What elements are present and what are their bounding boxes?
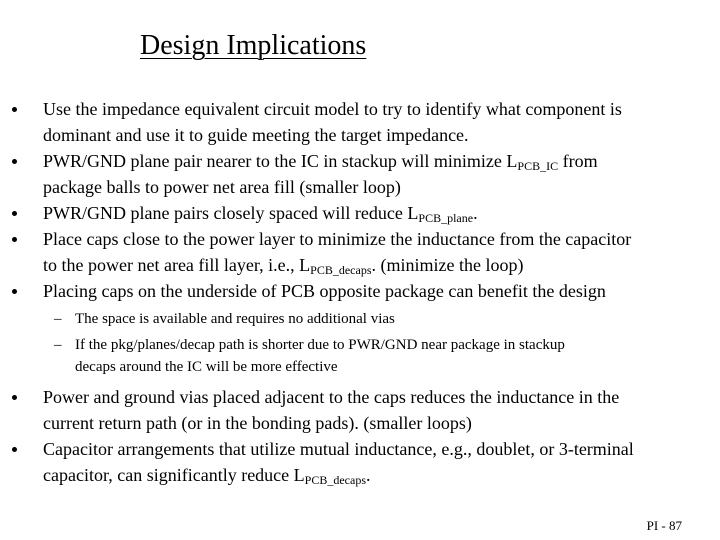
bullet-text: to the power net area fill layer, i.e., L xyxy=(43,255,311,275)
sub-bullet-text-line: The space is available and requires no additional vias xyxy=(75,311,395,327)
dash-icon: – xyxy=(54,311,62,327)
bullet-text-line: Capacitor arrangements that utilize mutual inductance, e.g., doublet, or 3-terminal xyxy=(43,439,634,459)
bullet-item xyxy=(0,226,720,278)
bullet-dot-icon xyxy=(12,395,17,400)
sub-bullet-item xyxy=(0,334,720,378)
bullet-text-line xyxy=(43,148,706,174)
bullet-dot-icon xyxy=(12,447,17,452)
bullet-dot-icon xyxy=(12,289,17,294)
bullet-text-line: dominant and use it to guide meeting the target impedance. xyxy=(43,125,469,145)
bullet-text-line: Place caps close to the power layer to minimize the inductance from the capacitor xyxy=(43,229,632,249)
bullet-text: PWR/GND plane pairs closely spaced will reduce L xyxy=(43,203,419,223)
bullet-text-line: Use the impedance equivalent circuit model to try to identify what component is xyxy=(43,99,622,119)
bullet-item xyxy=(0,96,720,148)
bullet-item xyxy=(0,278,720,304)
bullet-list xyxy=(0,96,720,488)
bullet-text-line: current return path (or in the bonding pads). (smaller loops) xyxy=(43,413,472,433)
bullet-text: PWR/GND plane pair nearer to the IC in stackup will minimize L xyxy=(43,151,518,171)
bullet-text: from xyxy=(558,151,598,171)
slide-title: Design Implications xyxy=(140,30,367,61)
page-number: PI - 87 xyxy=(646,518,682,533)
dash-icon: – xyxy=(54,337,62,353)
bullet-text-line: Power and ground vias placed adjacent to the caps reduces the inductance in the xyxy=(43,387,620,407)
bullet-text-line xyxy=(43,462,706,488)
subscript: PCB_IC xyxy=(517,159,559,173)
bullet-text-line xyxy=(43,252,706,278)
bullet-text-line: Placing caps on the underside of PCB opposite package can benefit the design xyxy=(43,281,606,301)
bullet-text: . (minimize the loop) xyxy=(371,255,524,275)
bullet-dot-icon xyxy=(12,107,17,112)
bullet-dot-icon xyxy=(12,159,17,164)
bullet-text-line: package balls to power net area fill (smaller loop) xyxy=(43,177,401,197)
bullet-text: capacitor, can significantly reduce L xyxy=(43,465,305,485)
bullet-text: . xyxy=(366,465,371,485)
bullet-item xyxy=(0,148,720,200)
sub-bullet-text-line: If the pkg/planes/decap path is shorter due to PWR/GND near package in stackup xyxy=(75,337,565,353)
subscript: PCB_plane xyxy=(418,211,474,225)
bullet-dot-icon xyxy=(12,211,17,216)
subscript: PCB_decaps xyxy=(304,473,366,487)
subscript: PCB_decaps xyxy=(310,263,372,277)
bullet-item xyxy=(0,384,720,436)
bullet-item xyxy=(0,436,720,488)
bullet-dot-icon xyxy=(12,237,17,242)
sub-bullet-text-line: decaps around the IC will be more effective xyxy=(75,359,338,375)
bullet-text-line xyxy=(43,200,706,226)
sub-bullet-item xyxy=(0,308,720,330)
bullet-text: . xyxy=(473,203,478,223)
bullet-item xyxy=(0,200,720,226)
